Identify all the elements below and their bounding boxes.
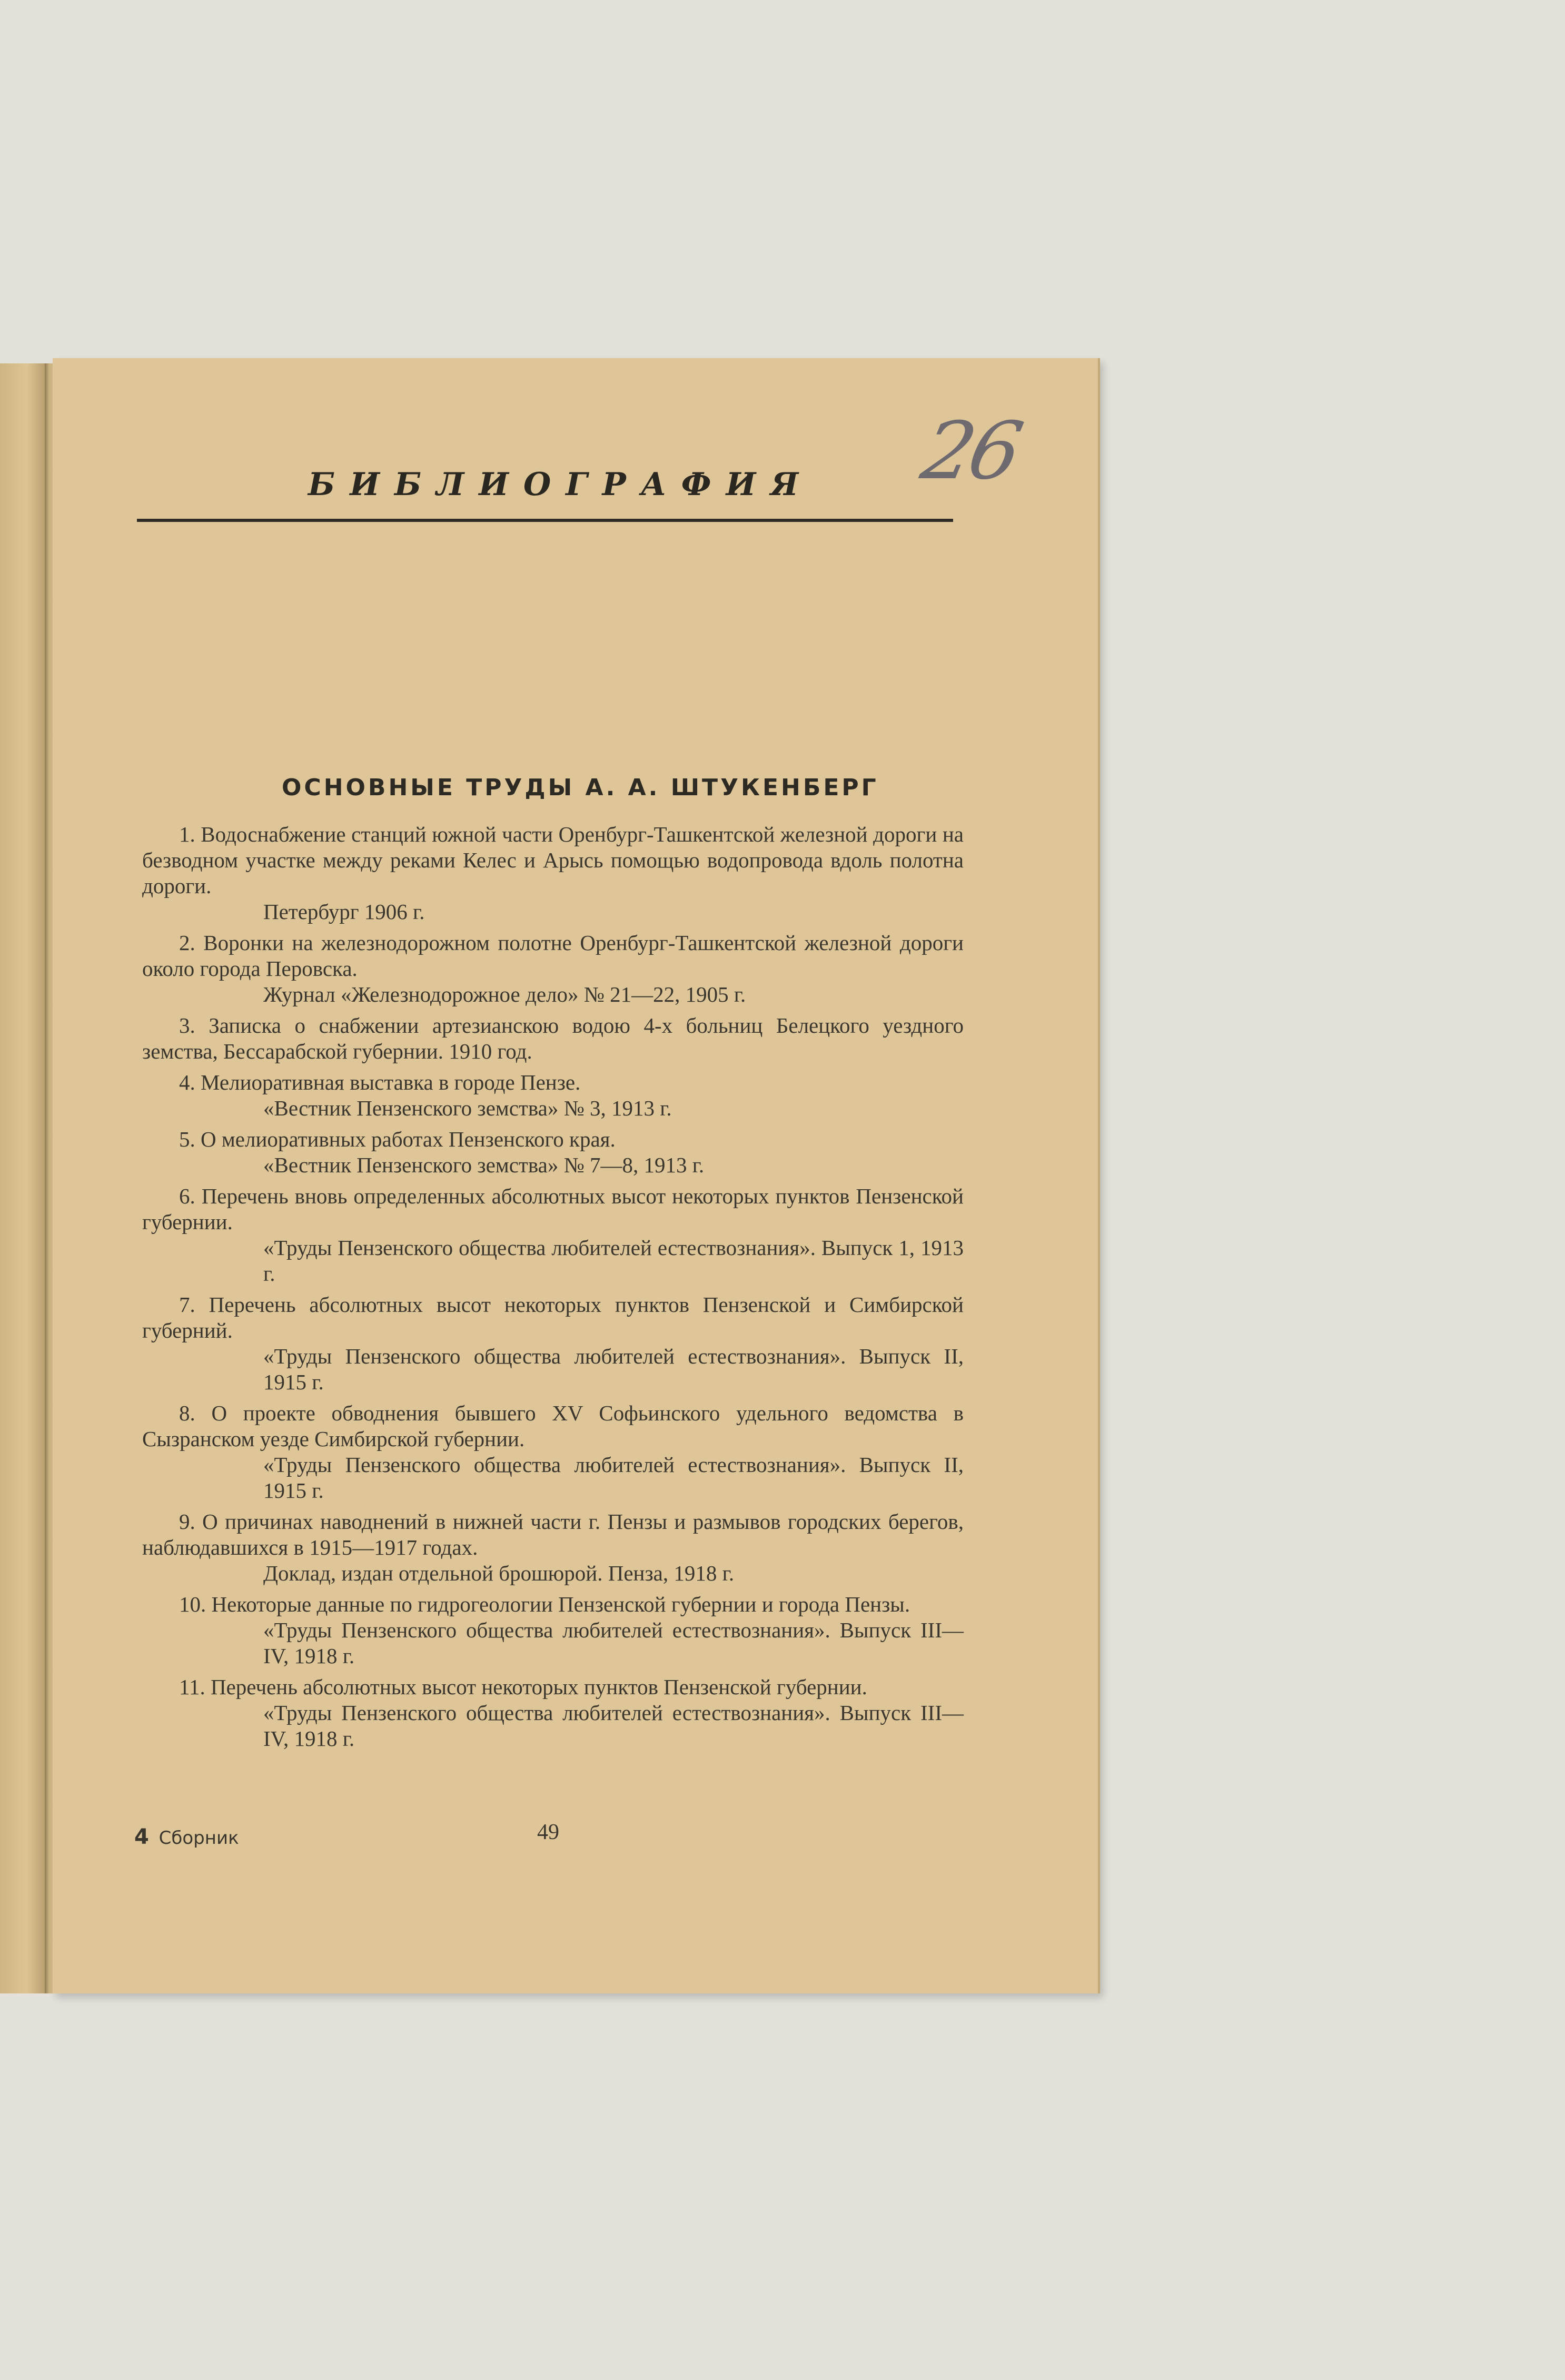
entry-source: Доклад, издан отдельной брошюрой. Пенза, 1918 г. bbox=[263, 1561, 735, 1585]
bibliography-entry bbox=[142, 1592, 964, 1669]
bibliography-entry bbox=[142, 1013, 964, 1064]
bibliography-entry bbox=[142, 930, 964, 1008]
bibliography-entry bbox=[142, 1400, 964, 1504]
works-title: ОСНОВНЫЕ ТРУДЫ А. А. ШТУКЕНБЕРГ bbox=[282, 774, 879, 801]
entry-source: «Труды Пензенского общества любителей естествознания». Выпуск II, 1915 г. bbox=[263, 1344, 964, 1394]
entry-text: 6. Перечень вновь определенных абсолютных высот некоторых пунктов Пензенской губернии. bbox=[142, 1184, 964, 1234]
entry-source: «Вестник Пензенского земства» № 7—8, 1913 г. bbox=[263, 1153, 705, 1177]
entry-text: 2. Воронки на железнодорожном полотне Оренбург-Ташкентской железной дороги около города Перовска. bbox=[142, 931, 964, 981]
entry-source: «Труды Пензенского общества любителей естествознания». Выпуск III—IV, 1918 г. bbox=[263, 1701, 964, 1751]
entry-source: Журнал «Железнодорожное дело» № 21—22, 1905 г. bbox=[263, 982, 746, 1006]
entry-text: 1. Водоснабжение станций южной части Оренбург-Ташкентской железной дороги на безводном участке между реками Келес и Арысь помощью водопровода вдоль полотна дороги. bbox=[142, 822, 964, 898]
entry-source: Петербург 1906 г. bbox=[263, 900, 425, 924]
heading-rule bbox=[137, 519, 953, 522]
section-heading: БИБЛИОГРАФИЯ bbox=[308, 466, 814, 503]
entry-source: «Труды Пензенского общества любителей естествознания». Выпуск II, 1915 г. bbox=[263, 1453, 964, 1503]
bibliography-entry bbox=[142, 1127, 964, 1178]
bibliography-list bbox=[142, 822, 964, 1757]
entry-source: «Вестник Пензенского земства» № 3, 1913 г. bbox=[263, 1096, 672, 1120]
entry-text: 3. Записка о снабжении артезианскою водою 4-х больниц Белецкого уездного земства, Бессарабской губернии. 1910 год. bbox=[142, 1013, 964, 1063]
signature-label: Сборник bbox=[159, 1828, 239, 1849]
bibliography-entry bbox=[142, 1070, 964, 1121]
entry-text: 7. Перечень абсолютных высот некоторых пунктов Пензенской и Симбирской губерний. bbox=[142, 1292, 964, 1342]
entry-text: 11. Перечень абсолютных высот некоторых пунктов Пензенской губернии. bbox=[179, 1675, 867, 1699]
entry-text: 10. Некоторые данные по гидрогеологии Пензенской губернии и города Пензы. bbox=[179, 1592, 910, 1616]
bibliography-entry bbox=[142, 1674, 964, 1752]
bibliography-entry bbox=[142, 1509, 964, 1586]
left-page-edge bbox=[0, 363, 45, 1993]
entry-text: 5. О мелиоративных работах Пензенского края. bbox=[179, 1127, 616, 1151]
page-number: 49 bbox=[537, 1820, 559, 1844]
entry-text: 4. Мелиоративная выставка в городе Пензе. bbox=[179, 1070, 581, 1094]
entry-source: «Труды Пензенского общества любителей естествознания». Выпуск III—IV, 1918 г. bbox=[263, 1618, 964, 1668]
entry-source: «Труды Пензенского общества любителей естествознания». Выпуск 1, 1913 г. bbox=[263, 1236, 964, 1286]
bibliography-entry bbox=[142, 1292, 964, 1395]
printer-signature bbox=[134, 1825, 239, 1849]
entry-text: 9. О причинах наводнений в нижней части г. Пензы и размывов городских берегов, наблюдавшихся в 1915—1917 годах. bbox=[142, 1509, 964, 1559]
handwritten-page-number: 26 bbox=[914, 406, 1026, 497]
signature-number: 4 bbox=[134, 1825, 149, 1849]
entry-text: 8. О проекте обводнения бывшего XV Софьинского удельного ведомства в Сызранском уезде Симбирской губернии. bbox=[142, 1401, 964, 1451]
bibliography-entry bbox=[142, 1183, 964, 1287]
bibliography-entry bbox=[142, 822, 964, 925]
